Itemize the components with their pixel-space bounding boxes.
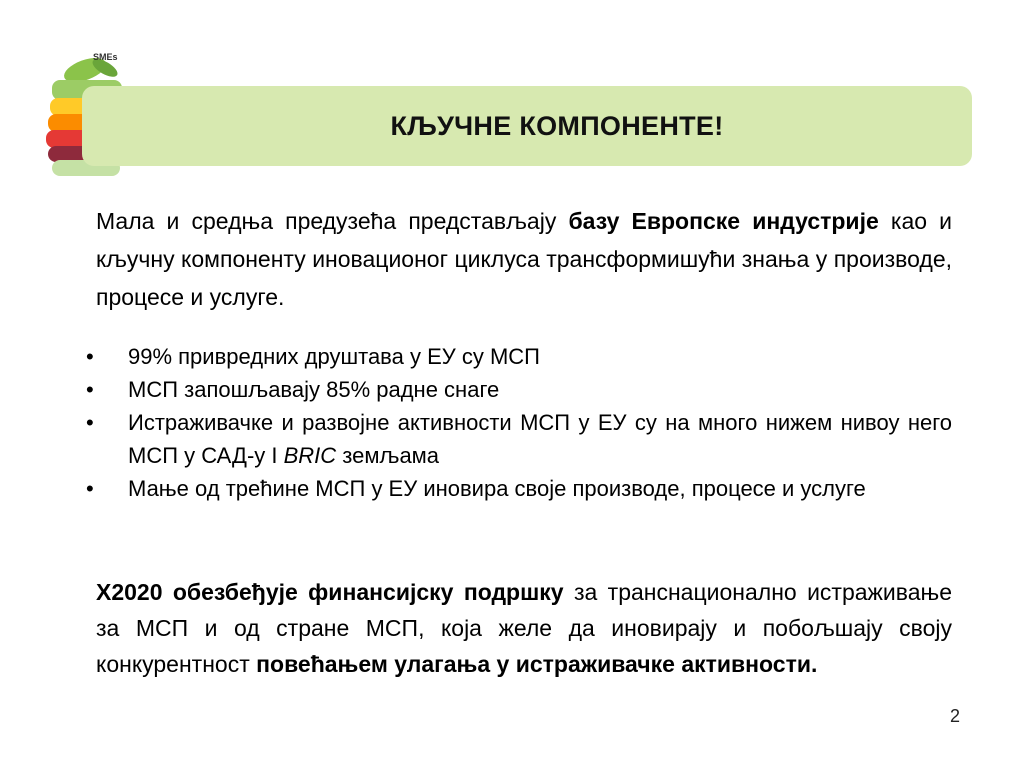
closing-bold-1: Х2020 обезбеђује финансијску подршку	[96, 579, 564, 605]
bullet-text: 99% привредних друштава у ЕУ су МСП	[128, 344, 540, 369]
bullet-icon: •	[86, 410, 94, 435]
bullet-text-tail: земљама	[336, 443, 440, 468]
bullet-italic-text: BRIC	[283, 443, 337, 468]
bullet-icon: •	[86, 476, 94, 501]
closing-paragraph	[96, 574, 952, 682]
list-item	[80, 340, 952, 373]
bullet-icon: •	[86, 344, 94, 369]
intro-text-1: Мала и средња предузећа представљају	[96, 208, 569, 234]
intro-bold: базу Европске индустрије	[568, 208, 879, 234]
closing-text: за транснационално истраживање за МСП и од стране МСП, која желе да иновирају и побољшају своју конкурентност	[96, 579, 952, 677]
intro-text-2: као и кључну компоненту иновационог циклуса трансформишући знања у производе, процесе и услуге.	[96, 208, 952, 310]
logo-label: SMEs	[93, 52, 118, 62]
list-item	[80, 472, 952, 505]
list-item	[80, 406, 952, 472]
title-banner	[82, 86, 972, 166]
bullet-text: Мање од трећине МСП у ЕУ иновира своје производе, процесе и услуге	[128, 476, 866, 501]
closing-bold-2: повећањем улагања у истраживачке активности.	[256, 651, 818, 677]
intro-paragraph	[96, 202, 952, 316]
list-item	[80, 373, 952, 406]
page-number: 2	[950, 706, 961, 726]
bullet-icon: •	[86, 377, 94, 402]
slide-title: КЉУЧНЕ КОМПОНЕНТЕ!	[390, 110, 724, 141]
bullet-text: Истраживачке и развојне активности МСП у ЕУ су на много нижем нивоу него МСП у САД-у I	[128, 410, 952, 468]
bullet-list	[80, 340, 952, 505]
bullet-text: МСП запошљавају 85% радне снаге	[128, 377, 500, 402]
